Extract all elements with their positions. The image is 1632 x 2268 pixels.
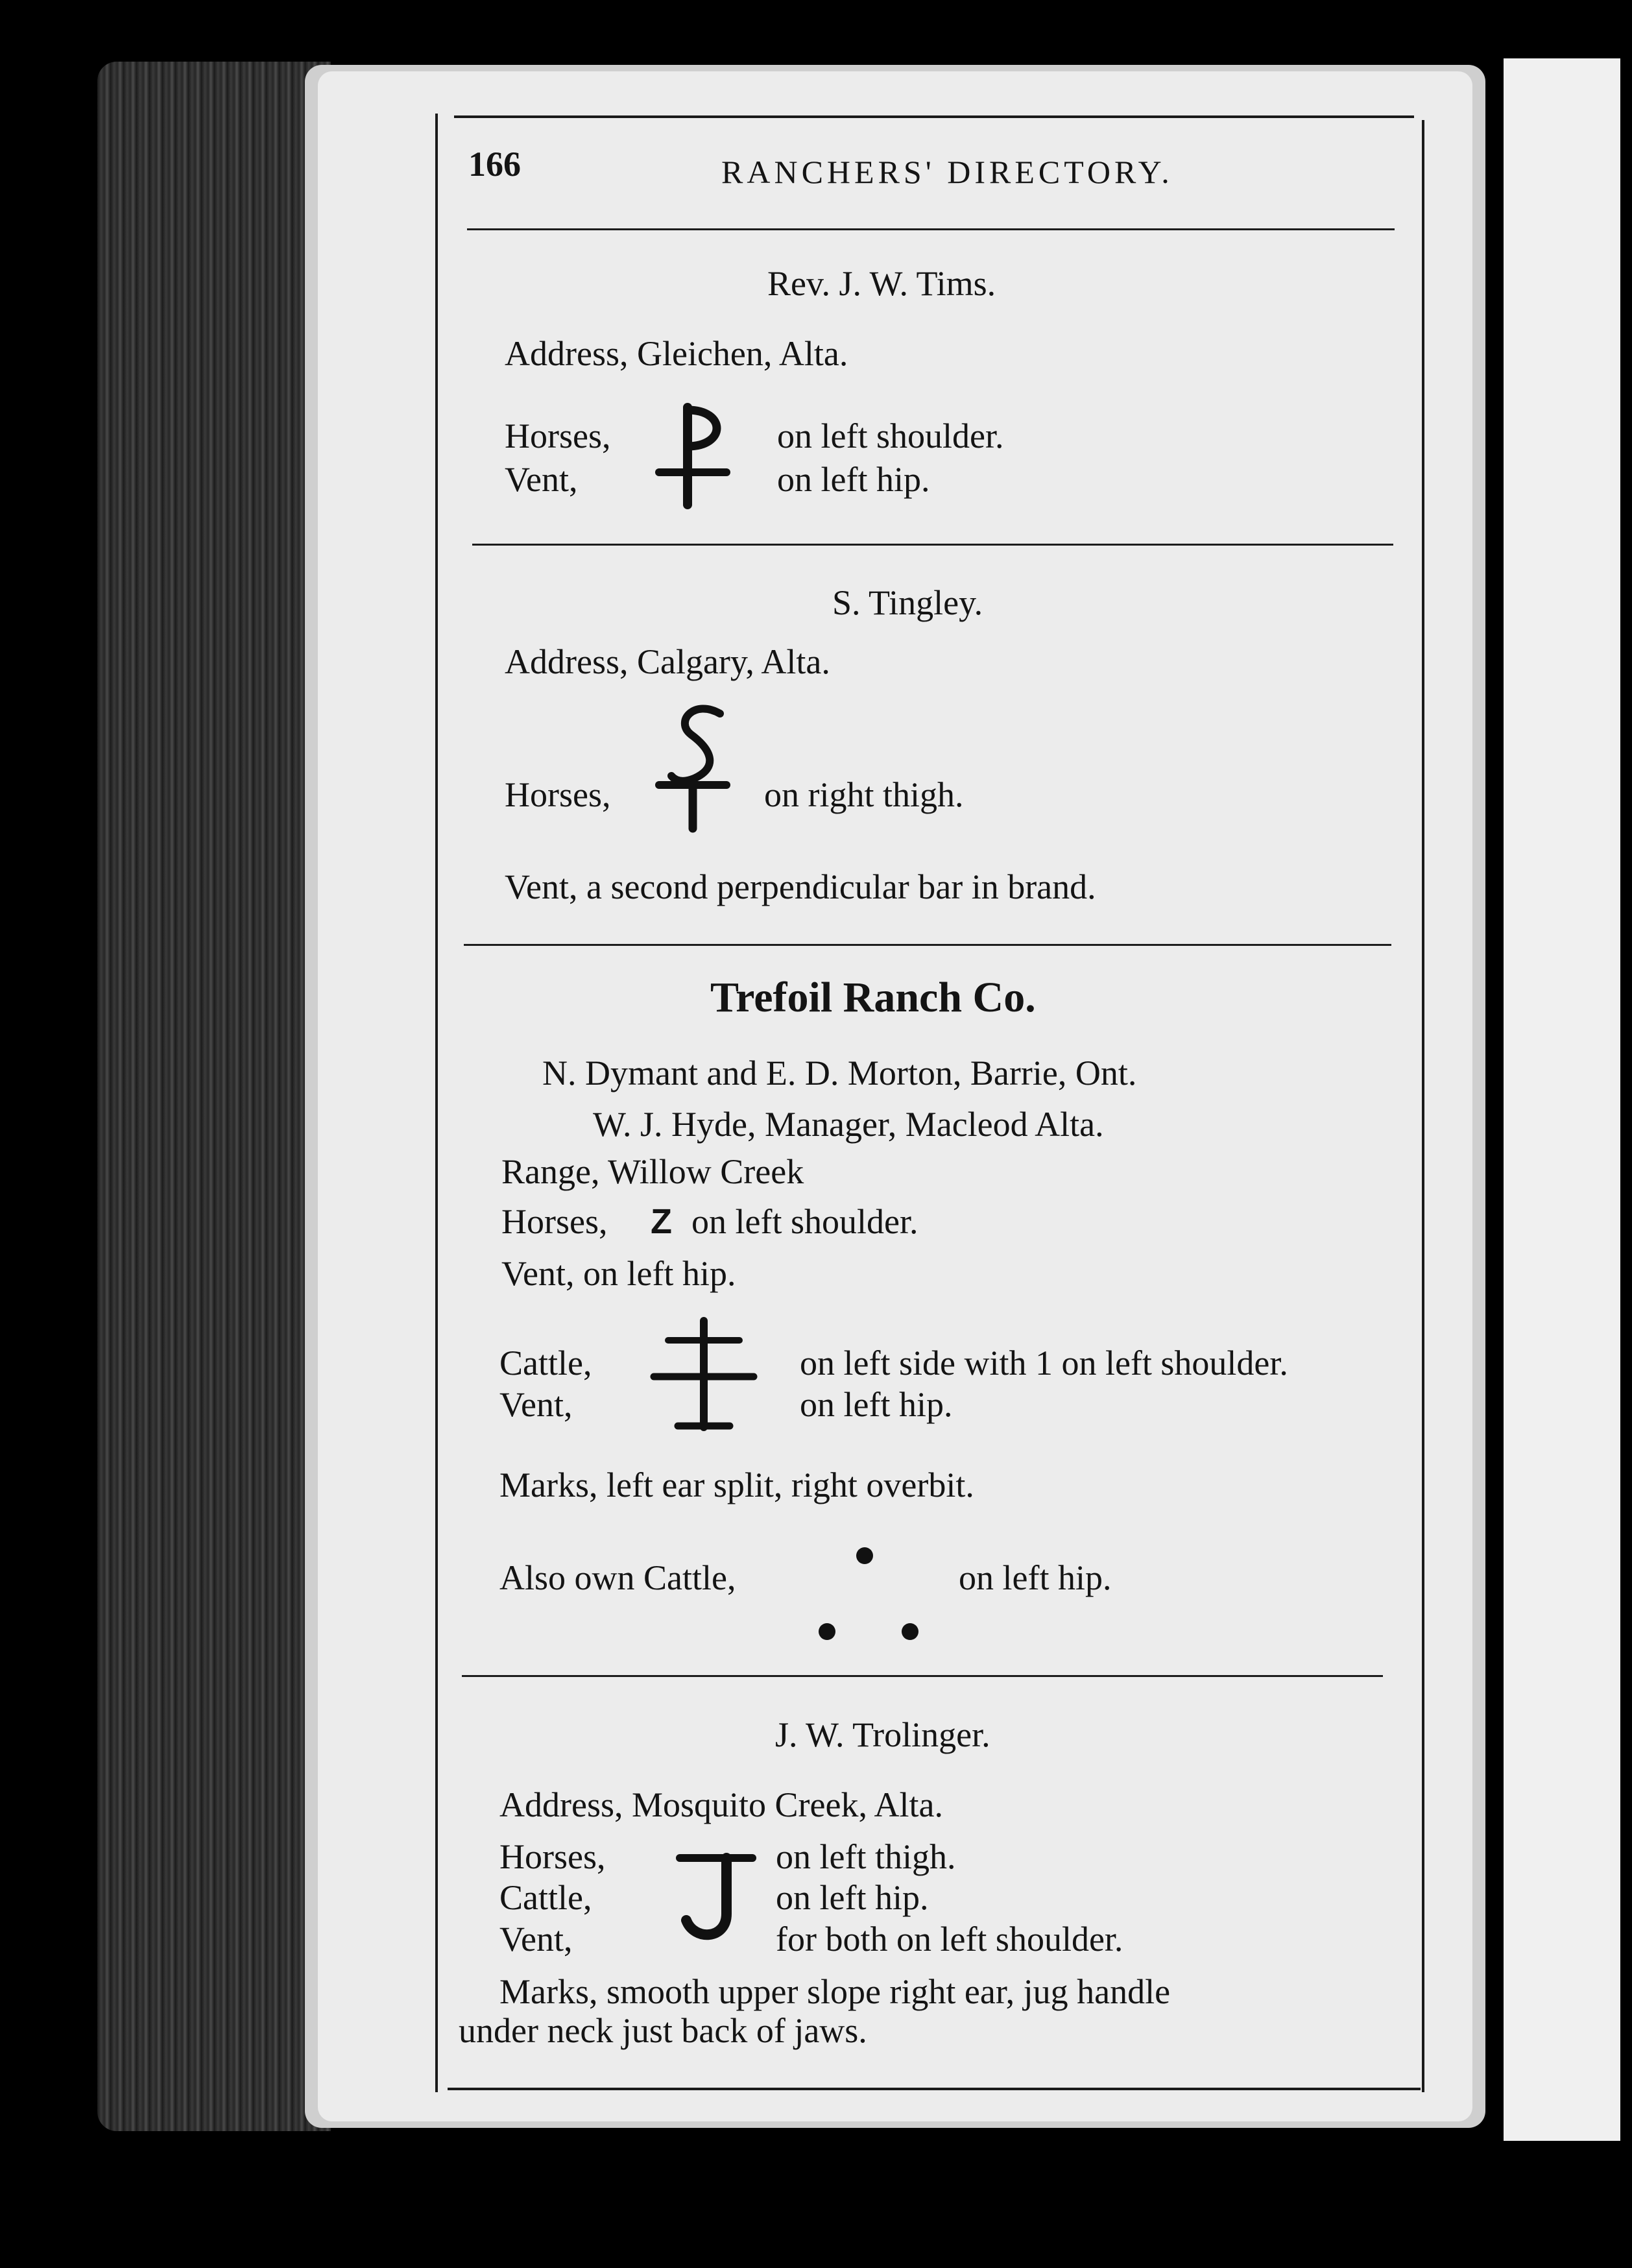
range-line: Range, Willow Creek — [501, 1152, 804, 1191]
horses-location: on left thigh. — [776, 1837, 956, 1876]
p-cross-brand-icon — [655, 401, 733, 511]
also-cattle-location: on left hip. — [959, 1558, 1112, 1597]
vent-label: Vent, — [505, 460, 578, 499]
entry-name: Trefoil Ranch Co. — [710, 974, 1036, 1021]
page-number: 166 — [468, 145, 521, 184]
frame-border-top — [454, 115, 1414, 118]
entry-divider — [472, 544, 1393, 546]
cattle-label: Cattle, — [499, 1344, 592, 1382]
entry-divider — [464, 944, 1391, 946]
horses-location: on right thigh. — [764, 775, 964, 814]
horses-label: Horses, — [499, 1837, 606, 1876]
j-brand-icon — [675, 1849, 759, 1946]
z-brand: Z — [651, 1202, 672, 1241]
entry-name: Rev. J. W. Tims. — [767, 264, 996, 303]
vent-location: on left hip. — [800, 1385, 953, 1424]
three-dot-brand-left-dot — [819, 1623, 835, 1640]
horses-location: on left shoulder. — [691, 1202, 918, 1241]
owners-line: N. Dymant and E. D. Morton, Barrie, Ont. — [542, 1054, 1137, 1092]
horses-vent-line: Vent, on left hip. — [501, 1254, 736, 1293]
marks-line-2: under neck just back of jaws. — [459, 2011, 867, 2050]
double-cross-brand-icon — [649, 1317, 759, 1434]
three-dot-brand-top-dot — [856, 1547, 873, 1564]
frame-border-bottom — [448, 2088, 1421, 2090]
vent-label: Vent, — [499, 1385, 573, 1424]
also-cattle-label: Also own Cattle, — [499, 1558, 736, 1597]
cattle-location: on left hip. — [776, 1878, 929, 1917]
three-dot-brand-right-dot — [902, 1623, 918, 1640]
frame-border-right — [1422, 120, 1424, 2092]
horses-label: Horses, — [505, 416, 611, 455]
vent-label: Vent, — [499, 1920, 573, 1959]
vent-location: for both on left shoulder. — [776, 1920, 1123, 1959]
header-rule — [467, 228, 1395, 230]
marks-line-1: Marks, smooth upper slope right ear, jug handle — [499, 1972, 1171, 2011]
manager-line: W. J. Hyde, Manager, Macleod Alta. — [593, 1105, 1104, 1144]
horses-label: Horses, — [505, 775, 611, 814]
horses-location: on left shoulder. — [777, 416, 1004, 455]
entry-address: Address, Calgary, Alta. — [505, 642, 830, 681]
entry-name: J. W. Trolinger. — [775, 1715, 990, 1754]
entry-name: S. Tingley. — [832, 583, 983, 622]
entry-address: Address, Gleichen, Alta. — [505, 334, 848, 373]
s-t-brand-icon — [655, 702, 739, 832]
vent-note: Vent, a second perpendicular bar in brand. — [505, 867, 1096, 906]
cattle-location: on left side with 1 on left shoulder. — [800, 1344, 1288, 1382]
marks-line: Marks, left ear split, right overbit. — [499, 1466, 974, 1504]
facing-page-edge — [1504, 58, 1620, 2141]
cattle-label: Cattle, — [499, 1878, 592, 1917]
vent-location: on left hip. — [777, 460, 930, 499]
horses-label: Horses, — [501, 1202, 608, 1241]
entry-address: Address, Mosquito Creek, Alta. — [499, 1785, 943, 1824]
running-header: RANCHERS' DIRECTORY. — [721, 154, 1173, 190]
book-spine-edge — [97, 62, 331, 2131]
frame-border-left — [435, 114, 438, 2092]
entry-divider — [462, 1675, 1383, 1677]
